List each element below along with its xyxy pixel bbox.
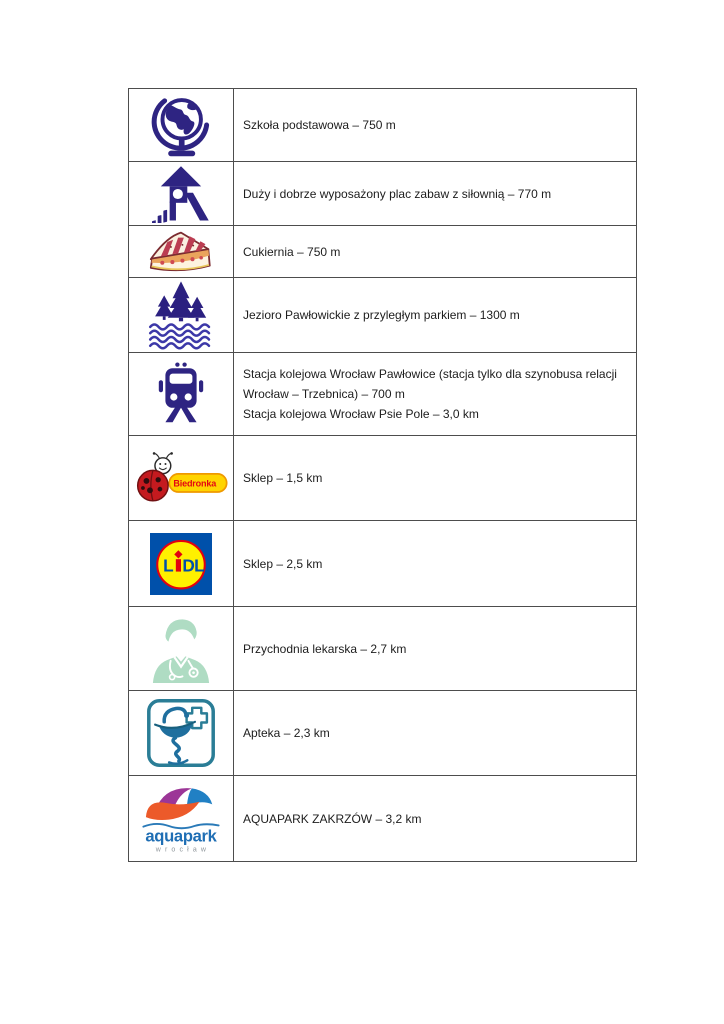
lidl-logo [150,533,212,595]
aquapark-wordmark: aquapark [145,825,217,845]
lidl-letter-l: L [163,555,174,576]
train-icon [151,361,211,427]
table-row-shop-biedronka [129,436,636,521]
amenity-text: AQUAPARK ZAKRZÓW – 3,2 km [243,811,422,826]
table-row-clinic [129,607,636,691]
table-row-school [129,89,636,162]
aquapark-city-label: wrocław [155,846,211,854]
lidl-letters-dl: DL [182,555,204,576]
pharmacy-icon [146,698,216,768]
table-row-cake-shop [129,226,636,278]
amenity-text: Sklep – 2,5 km [243,556,323,571]
table-row-pharmacy [129,691,636,776]
amenity-text: Szkoła podstawowa – 750 m [243,118,396,132]
table-row-playground [129,162,636,226]
amenity-text: Stacja kolejowa Wrocław Psie Pole – 3,0 km [243,407,479,421]
table-row-train-stations [129,353,636,436]
doctor-icon [143,615,219,683]
biedronka-logo [133,450,229,506]
table-row-shop-lidl [129,521,636,607]
table-row-aquapark [129,776,636,861]
globe-icon [144,90,218,160]
aquapark-logo [133,782,229,856]
playground-icon [149,165,213,223]
amenity-text: Sklep – 1,5 km [243,471,323,485]
amenity-text: Duży i dobrze wyposażony plac zabaw z siłownią – 770 m [243,186,552,201]
biedronka-wordmark: Biedronka [173,478,217,489]
cake-icon [145,229,217,275]
amenity-text: Stacja kolejowa Wrocław Pawłowice (stacja tylko dla szynobusa relacji Wrocław – Trzebnica) – 700 m [243,367,617,401]
amenity-text: Przychodnia lekarska – 2,7 km [243,641,407,656]
amenity-text: Jezioro Pawłowickie z przyległym parkiem – 1300 m [243,308,520,322]
amenity-text: Apteka – 2,3 km [243,726,330,740]
table-row-lake-park [129,278,636,353]
lake-park-icon [146,280,216,350]
amenity-text: Cukiernia – 750 m [243,244,341,259]
amenities-table [128,88,637,862]
